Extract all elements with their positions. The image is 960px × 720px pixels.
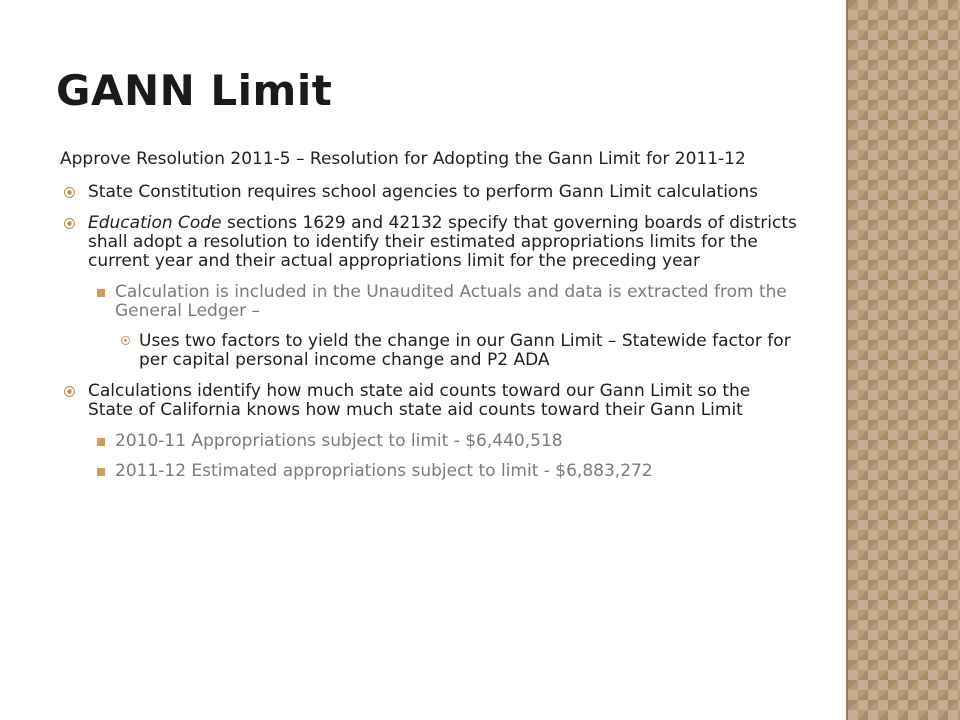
- slide-title: GANN Limit: [56, 66, 333, 115]
- sub-bullet-item: [115, 462, 800, 481]
- sub-sub-bullet-text: Uses two factors to yield the change in our Gann Limit – Statewide factor for per capital personal income change and P2 ADA: [139, 331, 791, 370]
- bullet-text: State Constitution requires school agencies to perform Gann Limit calculations: [88, 182, 758, 202]
- bullet-item: [88, 382, 800, 420]
- slide-body: [60, 150, 800, 492]
- bullet-emphasis: Education Code: [88, 213, 222, 233]
- circled-dot-bullet-icon: [64, 187, 75, 198]
- sub-sub-bullet-item: [139, 332, 800, 370]
- circled-dot-bullet-icon: [64, 218, 75, 229]
- bullet-item: [88, 214, 800, 271]
- ring-bullet-icon: [121, 336, 130, 345]
- sub-bullet-text: 2011-12 Estimated appropriations subject to limit - $6,883,272: [115, 461, 653, 481]
- sub-bullet-text: 2010-11 Appropriations subject to limit - $6,440,518: [115, 431, 563, 451]
- intro-text: Approve Resolution 2011-5 – Resolution for Adopting the Gann Limit for 2011-12: [60, 149, 746, 169]
- bullet-item: [88, 183, 800, 202]
- decorative-side-panel: [848, 0, 960, 720]
- sub-bullet-text: Calculation is included in the Unaudited Actuals and data is extracted from the General Ledger –: [115, 282, 787, 321]
- square-bullet-icon: [97, 438, 105, 446]
- circled-dot-bullet-icon: [64, 386, 75, 397]
- square-bullet-icon: [97, 289, 105, 297]
- square-bullet-icon: [97, 468, 105, 476]
- sub-bullet-item: [115, 432, 800, 451]
- sub-bullet-item: [115, 283, 800, 321]
- bullet-text: Calculations identify how much state aid counts toward our Gann Limit so the State of California knows how much state aid counts toward their Gann Limit: [88, 381, 751, 420]
- bullet-text: sections 1629 and 42132 specify that governing boards of districts shall adopt a resolution to identify their estimated appropriations limits for the current year and their actual appropriations limit for the preceding year: [88, 213, 797, 271]
